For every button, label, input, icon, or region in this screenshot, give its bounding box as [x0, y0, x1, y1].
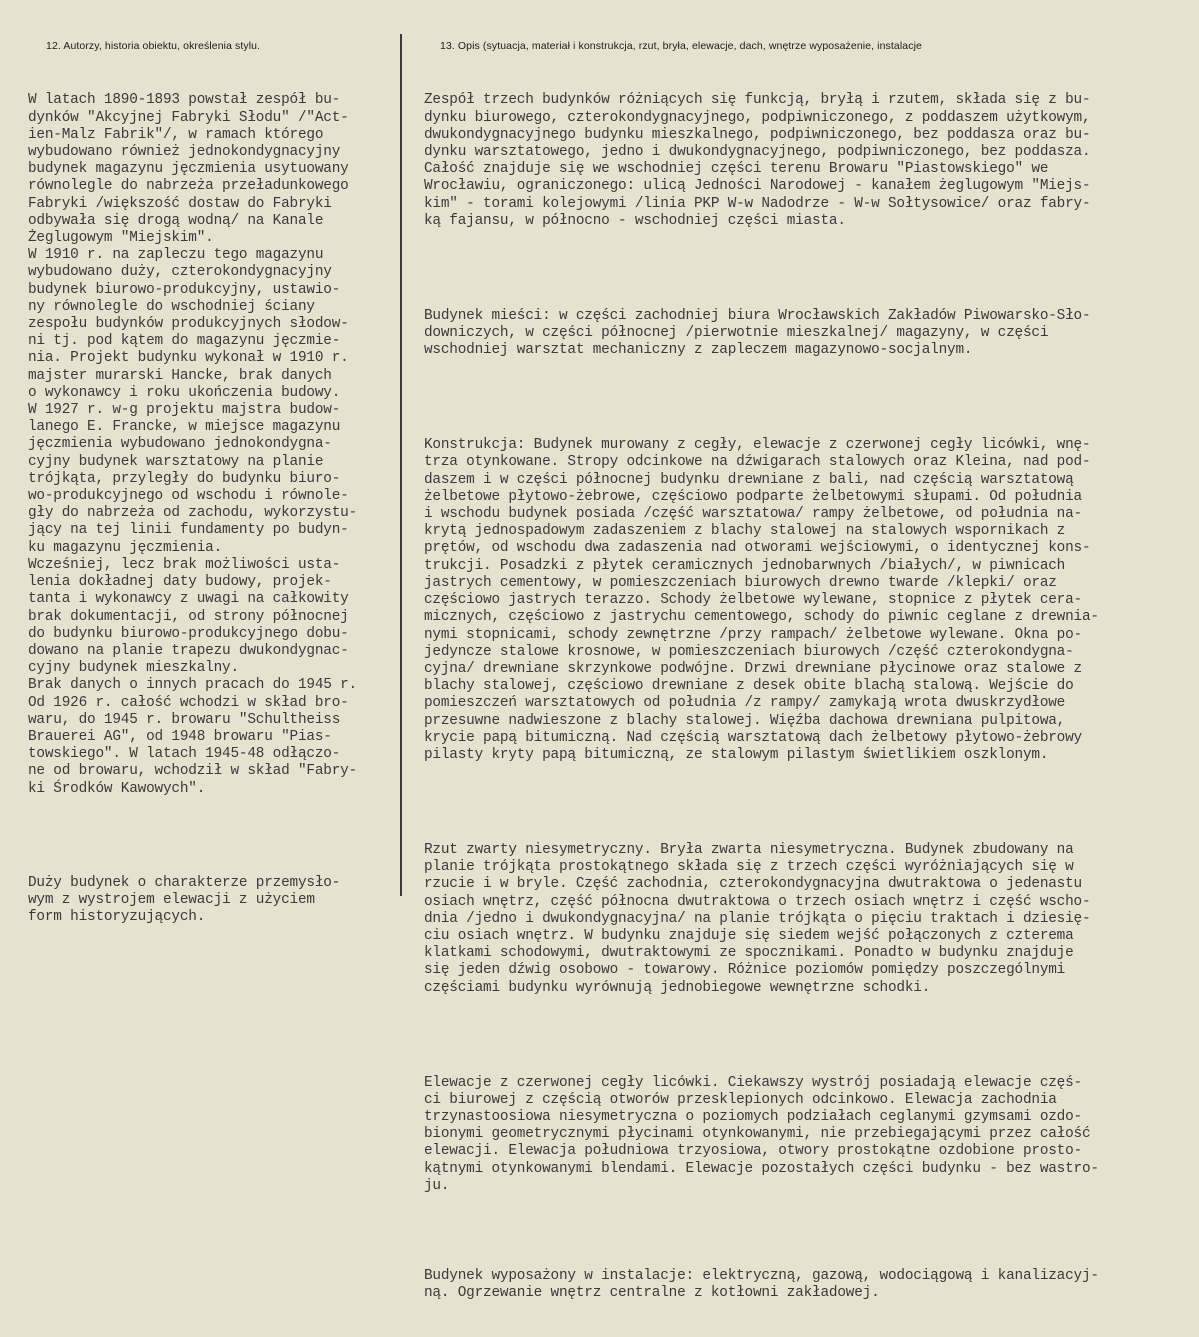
elevations-paragraph: Elewacje z czerwonej cegły licówki. Ciekawszy wystrój posiadają elewacje częś- ci biurowej z częścią otworów przesklepionych odcinkowo. Elewacja zachodnia trzynastoosiowa niesymetryczna o poziomych podziałach ceglanymi gzymsami ozdo- bionymi geometrycznymi płycinami otynkowanymi, nie przebiegającymi przez całość elewacji. Elewacja południowa trzyosiowa, otwory prostokątne ozdobione prosto- kątnymi otynkowanymi blendami. Elewacje pozostałych części budynku - bez wastro- ju. — [424, 1074, 1099, 1194]
paragraph-gap — [424, 1229, 1196, 1233]
installations-paragraph: Budynek wyposażony w instalacje: elektryczną, gazową, wodociągową i kanalizacyj- ną. Ogrzewanie wnętrz centralne z kotłowni zakładowej. — [424, 1267, 1099, 1302]
paragraph-gap — [424, 799, 1196, 808]
paragraph-gap — [424, 394, 1196, 403]
history-paragraph: W latach 1890-1893 powstał zespół bu- dynków "Akcyjnej Fabryki Słodu" /"Act- ien-Malz Fabrik"/, w ramach którego wybudowano również jednokondygnacyjny budynek magazynu jęczmienia usytuowany równolegle do nabrzeża przeładunkowego Fabryki /większość dostaw do Fabryki odbywała się drogą wodną/ na Kanale Żeglugowym "Miejskim". W 1910 r. na zapleczu tego magazynu wybudowano duży, czterokondygnacyjny budynek biurowo-produkcyjny, ustawio- ny równolegle do wschodniej ściany zespołu budynków produkcyjnych słodow- ni tj. pod kątem do magazynu jęczmie- nia. Projekt budynku wykonał w 1910 r. majster murarski Hancke, brak danych o wykonawcy i roku ukończenia budowy. W 1927 r. w-g projektu majstra budow- lanego E. Francke, w miejsce magazynu jęczmienia wybudowano jednokondygna- cyjny budynek warsztatowy na planie trójkąta, przyległy do budynku biuro- wo-produkcyjnego od wschodu i równole- gły do nabrzeża od zachodu, wykorzystu- jący na tej linii fundamenty po budyn- ku magazynu jęczmienia. Wcześniej, lecz brak możliwości usta- lenia dokładnej daty budowy, projek- tanta i wykonawcy z uwagi na całkowity brak dokumentacji, od strony północnej do budynku biurowo-produkcyjnego dobu- dowano na planie trapezu dwukondygnac- cyjny budynek mieszkalny. Brak danych o innych pracach do 1945 r. Od 1926 r. całość wchodzi w skład bro- waru, do 1945 r. browaru "Schultheiss Brauerei AG", od 1948 browaru "Pias- towskiego". W latach 1945-48 odłączo- ne od browaru, wchodził w skład "Fabry- ki Środków Kawowych". — [28, 92, 357, 797]
section-12-header: 12. Autorzy, historia obiektu, określenia stylu. — [46, 40, 261, 52]
history-column — [28, 58, 398, 961]
plan-paragraph: Rzut zwarty niesymetryczny. Bryła zwarta niesymetryczna. Budynek zbudowany na planie trójkąta prostokątnego składa się z trzech części wyróżniających się w rzucie i w bryle. Część zachodnia, czterokondygnacyjna dwutraktowa o jedenastu osiach wnętrz, część północna dwutraktowa o trzech osiach wnętrz i część wscho- dnia /jedno i dwukondygnacyjna/ na planie trójkąta o pięciu traktach i dziesię- ciu osiach wnętrz. W budynku znajduje się siedem wejść połączonych z czterema klatkami schodowymi, dwutraktowymi ze spocznikami. Ponadto w budynku znajduje się jeden dźwig osobowo - towarowy. Różnice poziomów pomiędzy poszczególnymi częściami budynku wyrównują jednobiegowe wewnętrzne schodki. — [424, 841, 1091, 996]
usage-paragraph: Budynek mieści: w części zachodniej biura Wrocławskich Zakładów Piwowarsko-Sło- downiczych, w części północnej /pierwotnie mieszkalnej/ magazyny, w części wschodniej warsztat mechaniczny z zapleczem magazynowo-socjalnym. — [424, 307, 1091, 359]
description-column — [424, 58, 1196, 1337]
paragraph-gap — [28, 832, 398, 840]
paragraph-gap — [424, 1031, 1196, 1040]
paragraph-gap — [424, 264, 1196, 273]
construction-paragraph: Konstrukcja: Budynek murowany z cegły, elewacje z czerwonej cegły licówki, wnę- trza otynkowane. Stropy odcinkowe na dźwigarach stalowych oraz Kleina, nad pod- daszem i w części północnej budynku drewniane z bali, nad częścią warsztatową żelbetowe płytowo-żebrowe, częściowo podparte żelbetowymi słupami. Od południa i wschodu budynek posiada /część warsztatowa/ rampy żelbetowe, od południa na- krytą jednospadowym zadaszeniem z blachy stalowej na stalowych wspornikach z prętów, od wschodu dwa zadaszenia nad otworami wejściowymi, o identycznej kons- trukcji. Posadzki z płytek ceramicznych jednobarwnych /białych/, w piwnicach jastrych cementowy, w pomieszczeniach biurowych drewno twarde /klepki/ oraz częściowo jastrych terazzo. Schody żelbetowe wylewane, stopnice z płytek cera- micznych, częściowo z jastrychu cementowego, schody do piwnic ceglane z drewnia- nymi stopnicami, schody zewnętrzne /przy rampach/ żelbetowe wylewane. Okna po- jedyncze stalowe krosnowe, w pomieszczeniach biurowych /część czterokondygna- cyjna/ drewniane skrzynkowe podwójne. Drzwi drewniane płycinowe oraz stalowe z blachy stalowej, częściowo drewniane z desek obite blachą stalową. Wejście do pomieszczeń warsztatowych od południa /z rampy/ zamykają wrota dwuskrzydłowe przesuwne nadwieszone z blachy stalowej. Więźba dachowa drewniana pulpitowa, krycie papą bitumiczną. Nad częścią warsztatową dach żelbetowy płytowo-żebrowy pilasty kryty papą bitumiczną, ze stalowym pilastym świetlikiem oszklonym. — [424, 437, 1099, 763]
column-divider — [400, 34, 402, 896]
location-paragraph: Zespół trzech budynków różniących się funkcją, bryłą i rzutem, składa się z bu- dynku biurowego, czterokondygnacyjnego, podpiwniczonego, z poddaszem użytkowym, dwukondygnacyjnego budynku mieszkalnego, podpiwniczonego, bez poddasza oraz bu- dynku warsztatowego, jedno i dwukondygnacyjnego, podpiwniczonego, bez poddasza. Całość znajduje się we wschodniej części terenu Browaru "Piastowskiego" we Wrocławiu, ograniczonego: ulicą Jedności Narodowej - kanałem żeglugowym "Miejs- kim" - torami kolejowymi /linia PKP W-w Nadodrze - W-w Sołtysowice/ oraz fabry- ką fajansu, w północno - wschodniej części miasta. — [424, 92, 1091, 229]
style-paragraph: Duży budynek o charakterze przemysło- wym z wystrojem elewacji z użyciem form historyzujących. — [28, 874, 341, 925]
section-13-header: 13. Opis (sytuacja, materiał i konstrukcja, rzut, bryła, elewacje, dach, wnętrze wyposażenie, instalacje — [440, 40, 922, 52]
